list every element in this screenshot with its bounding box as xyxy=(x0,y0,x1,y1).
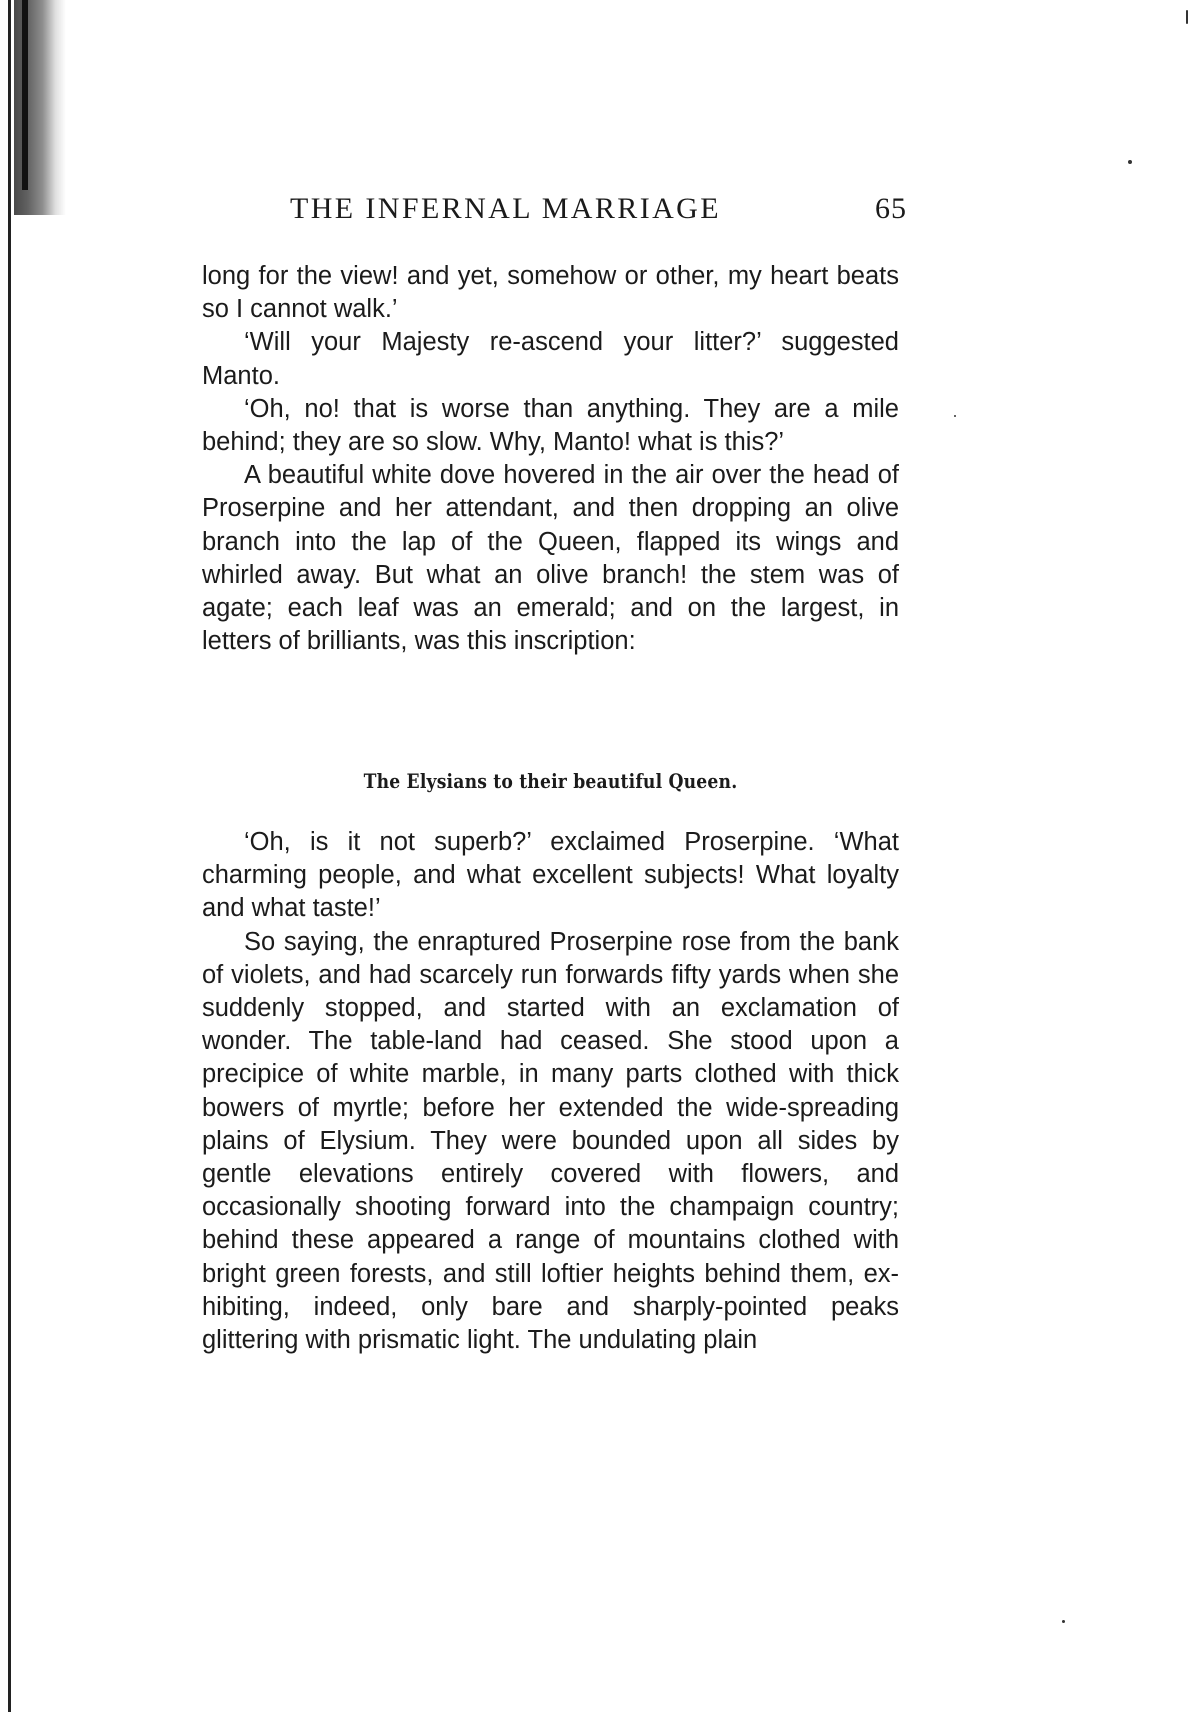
binding-edge xyxy=(8,0,11,1712)
inscription: The Elysians to their beautiful Queen. xyxy=(363,769,738,793)
running-head xyxy=(290,192,907,232)
paragraph: A beautiful white dove hovered in the air over the head of Proserpine and her attendant, and then dropping an olive branch into the lap of the Queen, flapped its wings and whirled away. But what an olive branch! the stem was of agate; each leaf was an emerald; and on the largest, in letters of brilliants, was this inscription: xyxy=(202,461,899,656)
paragraph: ‘Will your Majesty re-ascend your litter?’ suggested Manto. xyxy=(202,328,899,390)
binding-shadow-dark xyxy=(22,0,28,190)
paragraph: ‘Oh, is it not superb?’ exclaimed Proserpine. ‘What charming people, and what excellent subjects! What loyalty and what taste!’ xyxy=(202,828,899,923)
body-text-upper xyxy=(202,260,899,658)
paragraph: long for the view! and yet, somehow or other, my heart beats so I cannot walk.’ xyxy=(202,262,899,324)
paper-speck xyxy=(1128,160,1132,164)
paper-speck xyxy=(1062,1620,1065,1623)
body-text-lower xyxy=(202,826,899,1357)
paper-speck xyxy=(1186,10,1188,24)
page-number: 65 xyxy=(875,192,907,225)
paragraph: So saying, the enraptured Proserpine rose from the bank of violets, and had scarcely run forwards fifty yards when she suddenly stopped, and started with an exclamation of wonder. The table-land had ceased. She stood upon a precipice of white marble, in many parts clothed with thick bowers of myrtle; before her extended the wide-spreading plains of Elysium. They were bounded upon all sides by gentle elevations entirely covered with flowers, and occasionally shooting forward into the champaign country; behind these appeared a range of mountains clothed with bright green forests, and still loftier heights behind them, exhibiting, indeed, only bare and sharply-pointed peaks glittering with prismatic light. The undulating plain xyxy=(202,927,899,1355)
paper-speck xyxy=(954,415,956,417)
paragraph: ‘Oh, no! that is worse than anything. They are a mile behind; they are so slow. Why, Manto! what is this?’ xyxy=(202,394,899,457)
running-title: THE INFERNAL MARRIAGE xyxy=(290,192,721,225)
